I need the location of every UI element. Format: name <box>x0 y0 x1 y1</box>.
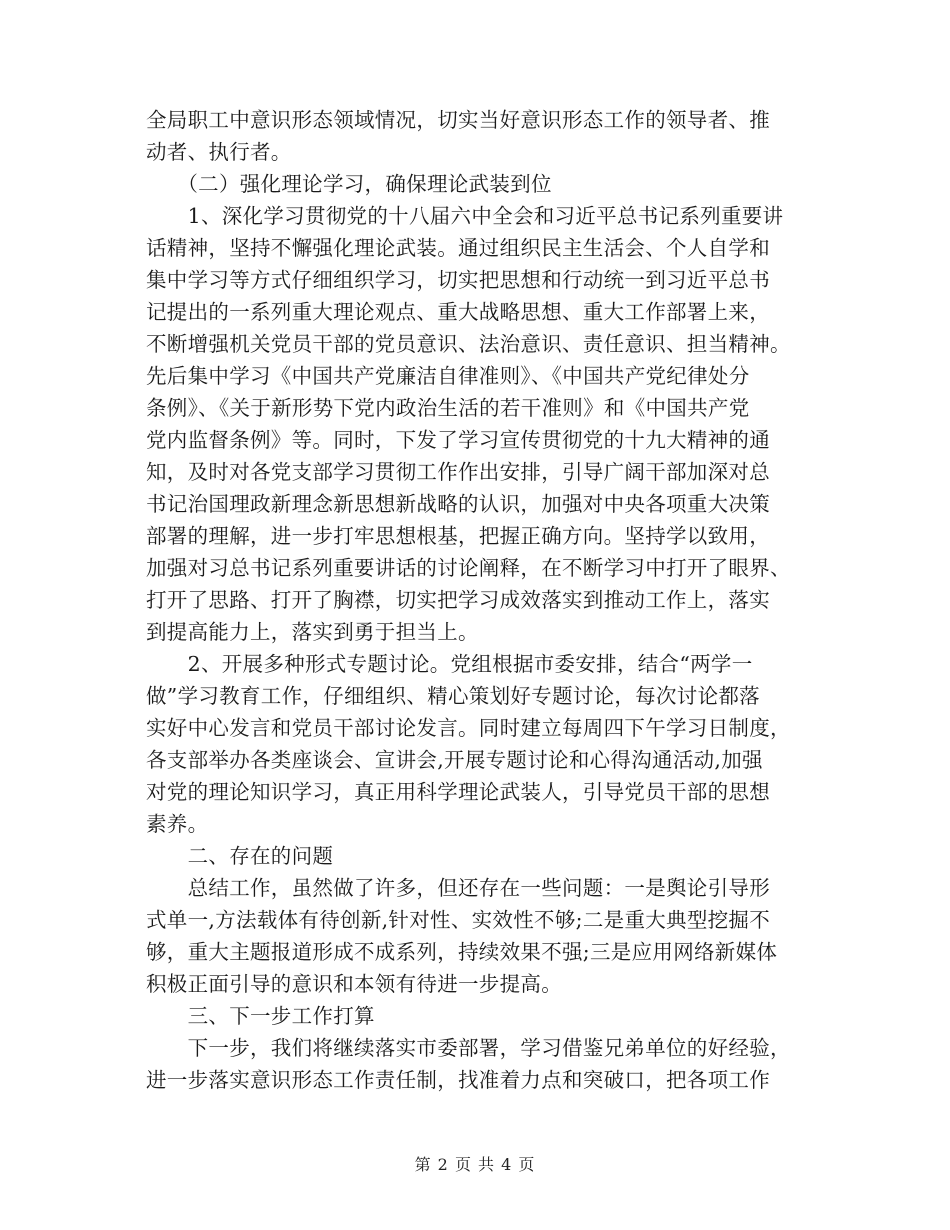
text-line: 素养。 <box>146 812 209 836</box>
text-line: 总结工作，虽然做了许多，但还存在一些问题：一是舆论引导形 <box>146 876 770 900</box>
text-line: 2、开展多种形式专题讨论。党组根据市委安排，结合“两学一 <box>146 652 753 676</box>
text-line: 加强对习总书记系列重要讲话的讨论阐释，在不断学习中打开了眼界、 <box>146 556 791 580</box>
text-line: 条例》、《关于新形势下党内政治生活的若干准则》和《中国共产党 <box>146 396 750 420</box>
document-body <box>146 104 810 1096</box>
text-line: 做”学习教育工作，仔细组织、精心策划好专题讨论，每次讨论都落 <box>146 684 760 708</box>
text-line: 1、深化学习贯彻党的十八届六中全会和习近平总书记系列重要讲 <box>146 204 784 228</box>
text-line: 话精神，坚持不懈强化理论武装。通过组织民主生活会、个人自学和 <box>146 236 770 260</box>
text-line: 书记治国理政新理念新思想新战略的认识，加强对中央各项重大决策 <box>146 492 770 516</box>
text-line: 下一步，我们将继续落实市委部署，学习借鉴兄弟单位的好经验， <box>146 1036 791 1060</box>
text-line: 党内监督条例》等。同时，下发了学习宣传贯彻党的十九大精神的通 <box>146 428 770 452</box>
text-line: 打开了思路、打开了胸襟，切实把学习成效落实到推动工作上，落实 <box>146 588 770 612</box>
section-heading: 二、存在的问题 <box>146 844 334 868</box>
text-line: 进一步落实意识形态工作责任制，找准着力点和突破口，把各项工作 <box>146 1068 770 1092</box>
section-heading: （二）强化理论学习，确保理论武装到位 <box>146 172 552 196</box>
page-number: 第 2 页 共 4 页 <box>414 1155 536 1174</box>
text-line: 全局职工中意识形态领域情况，切实当好意识形态工作的领导者、推 <box>146 108 770 132</box>
text-line: 够，重大主题报道形成不成系列，持续效果不强;三是应用网络新媒体 <box>146 940 778 964</box>
text-line: 先后集中学习《中国共产党廉洁自律准则》、《中国共产党纪律处分 <box>146 364 750 388</box>
text-line: 对党的理论知识学习，真正用科学理论武装人，引导党员干部的思想 <box>146 780 770 804</box>
text-line: 动者、执行者。 <box>146 140 292 164</box>
section-heading: 三、下一步工作打算 <box>146 1004 375 1028</box>
text-line: 部署的理解，进一步打牢思想根基，把握正确方向。坚持学以致用， <box>146 524 770 548</box>
text-line: 到提高能力上，落实到勇于担当上。 <box>146 620 479 644</box>
text-line: 各支部举办各类座谈会、宣讲会,开展专题讨论和心得沟通活动,加强 <box>146 748 763 772</box>
text-line: 记提出的一系列重大理论观点、重大战略思想、重大工作部署上来， <box>146 300 770 324</box>
text-line: 实好中心发言和党员干部讨论发言。同时建立每周四下午学习日制度， <box>146 716 791 740</box>
text-line: 知，及时对各党支部学习贯彻工作作出安排，引导广阔干部加深对总 <box>146 460 770 484</box>
text-line: 不断增强机关党员干部的党员意识、法治意识、责任意识、担当精神。 <box>146 332 791 356</box>
text-line: 集中学习等方式仔细组织学习，切实把思想和行动统一到习近平总书 <box>146 268 770 292</box>
text-line: 式单一,方法载体有待创新,针对性、实效性不够;二是重大典型挖掘不 <box>146 908 771 932</box>
text-line: 积极正面引导的意识和本领有待进一步提高。 <box>146 972 562 996</box>
